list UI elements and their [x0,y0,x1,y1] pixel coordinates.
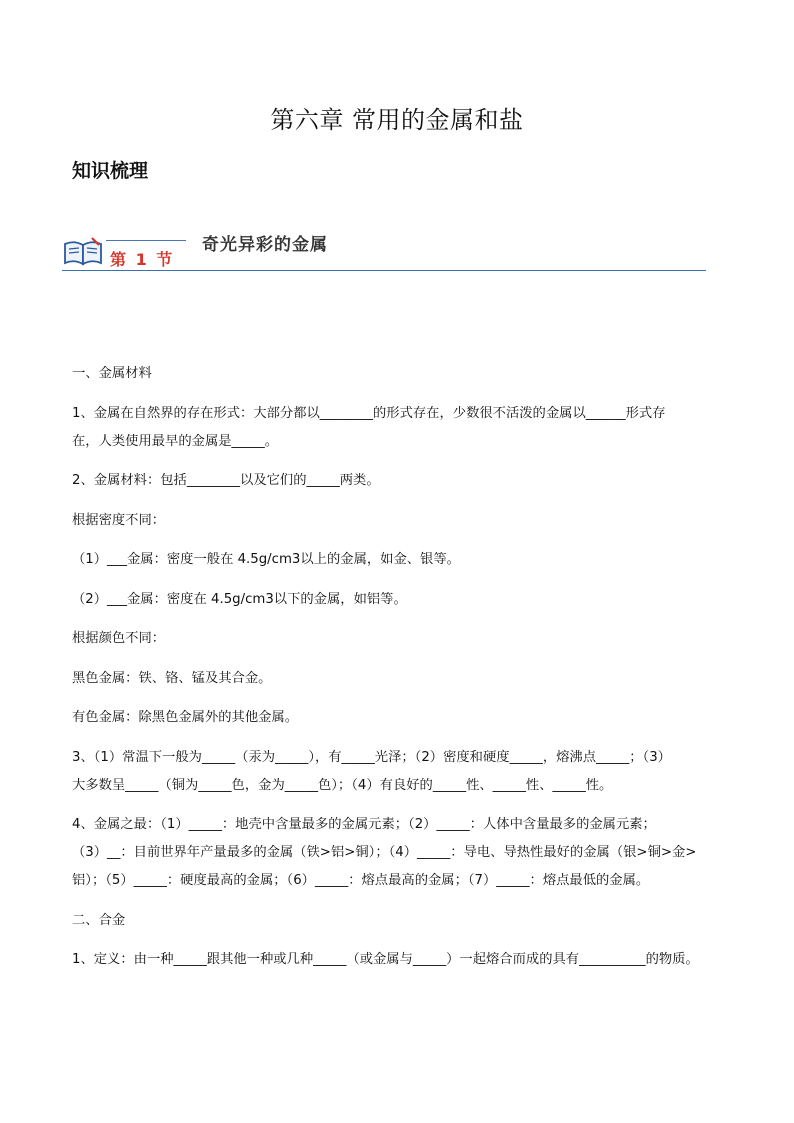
section-name: 奇光异彩的金属 [202,235,328,255]
paragraph-line: （2）___金属：密度在 4.5g/cm3以下的金属，如铝等。 [72,591,407,607]
paragraph-line: 一、金属材料 [72,366,152,381]
paragraph-line: 铝）；（5）_____：硬度最高的金属；（6）_____：熔点最高的金属；（7）_____：熔点最低的金属。 [72,873,650,888]
paragraph-line: 黑色金属：铁、铬、锰及其合金。 [72,670,272,686]
section-underline [62,270,706,271]
paragraph-line: 1、金属在自然界的存在形式：大部分都以________的形式存在，少数很不活泼的金属以______形式存 [72,405,666,421]
section-top-rule [106,240,186,241]
paragraph-line: （3）__：目前世界年产量最多的金属（铁>铝>铜）；（4）_____：导电、导热性最好的金属（银>铜>金> [72,845,697,860]
section-banner [62,230,706,276]
paragraph-line: 二、合金 [72,912,126,928]
open-book-icon [62,236,104,268]
paragraph-line: 大多数呈_____（铜为_____色，金为_____色）；（4）有良好的_____性、_____性、_____性。 [72,777,613,793]
section-subtitle: 知识梳理 [72,160,149,182]
paragraph-line: 有色金属：除黑色金属外的其他金属。 [72,710,299,725]
paragraph-line: 在，人类使用最早的金属是_____。 [72,433,279,449]
paragraph-line: 3、（1）常温下一般为_____（汞为_____），有_____光泽；（2）密度和硬度_____，熔沸点_____；（3） [72,749,671,765]
paragraph-line: 2、金属材料：包括________以及它们的_____两类。 [72,473,380,488]
paragraph-line: 根据密度不同： [72,512,166,528]
paragraph-line: （1）___金属：密度一般在 4.5g/cm3以上的金属，如金、银等。 [72,552,460,567]
paragraph-line: 4、金属之最：（1）_____：地壳中含量最多的金属元素；（2）_____：人体中含量最多的金属元素； [72,817,656,832]
chapter-title: 第六章 常用的金属和盐 [270,106,524,134]
section-number: 第 1 节 [110,250,175,269]
document-body [72,360,732,974]
paragraph-line: 1、定义：由一种_____跟其他一种或几种_____（或金属与_____）一起熔合而成的具有__________的物质。 [72,952,699,967]
paragraph-line: 根据颜色不同： [72,631,166,646]
